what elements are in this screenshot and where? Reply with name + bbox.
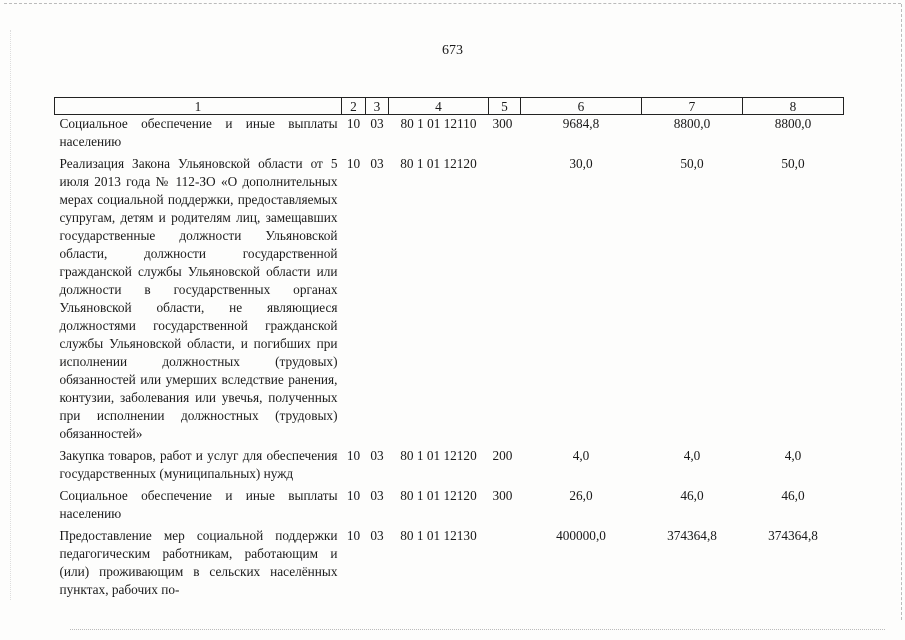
row-target-article: 80 1 01 12130 bbox=[400, 528, 477, 543]
row-subsection: 03 bbox=[370, 528, 384, 543]
row-expense-type: 300 bbox=[492, 116, 513, 131]
row-section: 10 bbox=[346, 488, 361, 503]
row-value-col6: 9684,8 bbox=[562, 116, 600, 131]
column-header: 7 bbox=[642, 98, 743, 115]
row-value-col7: 8800,0 bbox=[673, 116, 711, 131]
row-expense-type bbox=[489, 527, 521, 603]
column-header: 1 bbox=[55, 98, 342, 115]
table-row bbox=[55, 447, 844, 487]
scan-left-edge bbox=[10, 30, 11, 600]
table-row bbox=[55, 155, 844, 447]
row-value-col6: 400000,0 bbox=[556, 528, 606, 543]
row-target-article: 80 1 01 12120 bbox=[400, 448, 477, 463]
table-header-row bbox=[55, 98, 844, 115]
row-value-col8: 4,0 bbox=[784, 448, 802, 463]
row-subsection: 03 bbox=[370, 488, 384, 503]
row-subsection: 03 bbox=[370, 116, 384, 131]
row-expense-type bbox=[489, 155, 521, 447]
row-target-article: 80 1 01 12110 bbox=[400, 116, 477, 131]
scan-right-edge bbox=[901, 4, 902, 620]
column-header: 8 bbox=[743, 98, 844, 115]
row-subsection: 03 bbox=[370, 448, 384, 463]
row-value-col7: 46,0 bbox=[680, 488, 704, 503]
row-name: Социальное обеспечение и иные выплаты населению bbox=[59, 116, 338, 149]
row-section: 10 bbox=[346, 528, 361, 543]
column-header: 3 bbox=[366, 98, 389, 115]
row-value-col8: 8800,0 bbox=[774, 116, 812, 131]
row-value-col8: 50,0 bbox=[781, 156, 805, 171]
scan-top-edge bbox=[4, 3, 901, 4]
row-value-col7: 4,0 bbox=[683, 448, 701, 463]
budget-table bbox=[54, 97, 844, 603]
row-name: Предоставление мер социальной поддержки педагогическим работникам, работающим и (или) проживающим в сельских населённых пунктах, рабочих по- bbox=[59, 528, 338, 597]
row-expense-type: 300 bbox=[492, 488, 513, 503]
scan-bottom-edge bbox=[70, 629, 885, 630]
row-value-col6: 26,0 bbox=[569, 488, 593, 503]
table-row bbox=[55, 527, 844, 603]
row-value-col6: 30,0 bbox=[569, 156, 593, 171]
row-value-col8: 46,0 bbox=[781, 488, 805, 503]
row-section: 10 bbox=[346, 448, 361, 463]
row-name: Закупка товаров, работ и услуг для обеспечения государственных (муниципальных) нужд bbox=[59, 448, 338, 481]
column-header: 5 bbox=[489, 98, 521, 115]
page-number: 673 bbox=[442, 43, 463, 58]
row-expense-type: 200 bbox=[492, 448, 513, 463]
row-value-col7: 374364,8 bbox=[667, 528, 717, 543]
row-value-col6: 4,0 bbox=[572, 448, 590, 463]
column-header: 4 bbox=[389, 98, 489, 115]
row-target-article: 80 1 01 12120 bbox=[400, 488, 477, 503]
row-name: Реализация Закона Ульяновской области от 5 июля 2013 года № 112-ЗО «О дополнительных мерах социальной поддержки, предоставляемых супругам, детям и родителям лиц, замещавших государственные должности Ульяновской области, должности государственной гражданской службы Ульяновской области или должности в государственных органах Ульяновской области, не являющиеся должностями государственной гражданской службы Ульяновской области, и погибших при исполнении должностных (трудовых) обязанностей или умерших вследствие ранения, контузии, заболевания или увечья, полученных при исполнении должностных (трудовых) обязанностей» bbox=[59, 156, 338, 441]
row-name: Социальное обеспечение и иные выплаты населению bbox=[59, 488, 338, 521]
column-header: 6 bbox=[521, 98, 642, 115]
table-row bbox=[55, 115, 844, 156]
row-subsection: 03 bbox=[370, 156, 384, 171]
row-section: 10 bbox=[346, 116, 361, 131]
row-section: 10 bbox=[346, 156, 361, 171]
row-target-article: 80 1 01 12120 bbox=[400, 156, 477, 171]
column-header: 2 bbox=[342, 98, 366, 115]
row-value-col8: 374364,8 bbox=[768, 528, 818, 543]
table-row bbox=[55, 487, 844, 527]
row-value-col7: 50,0 bbox=[680, 156, 704, 171]
